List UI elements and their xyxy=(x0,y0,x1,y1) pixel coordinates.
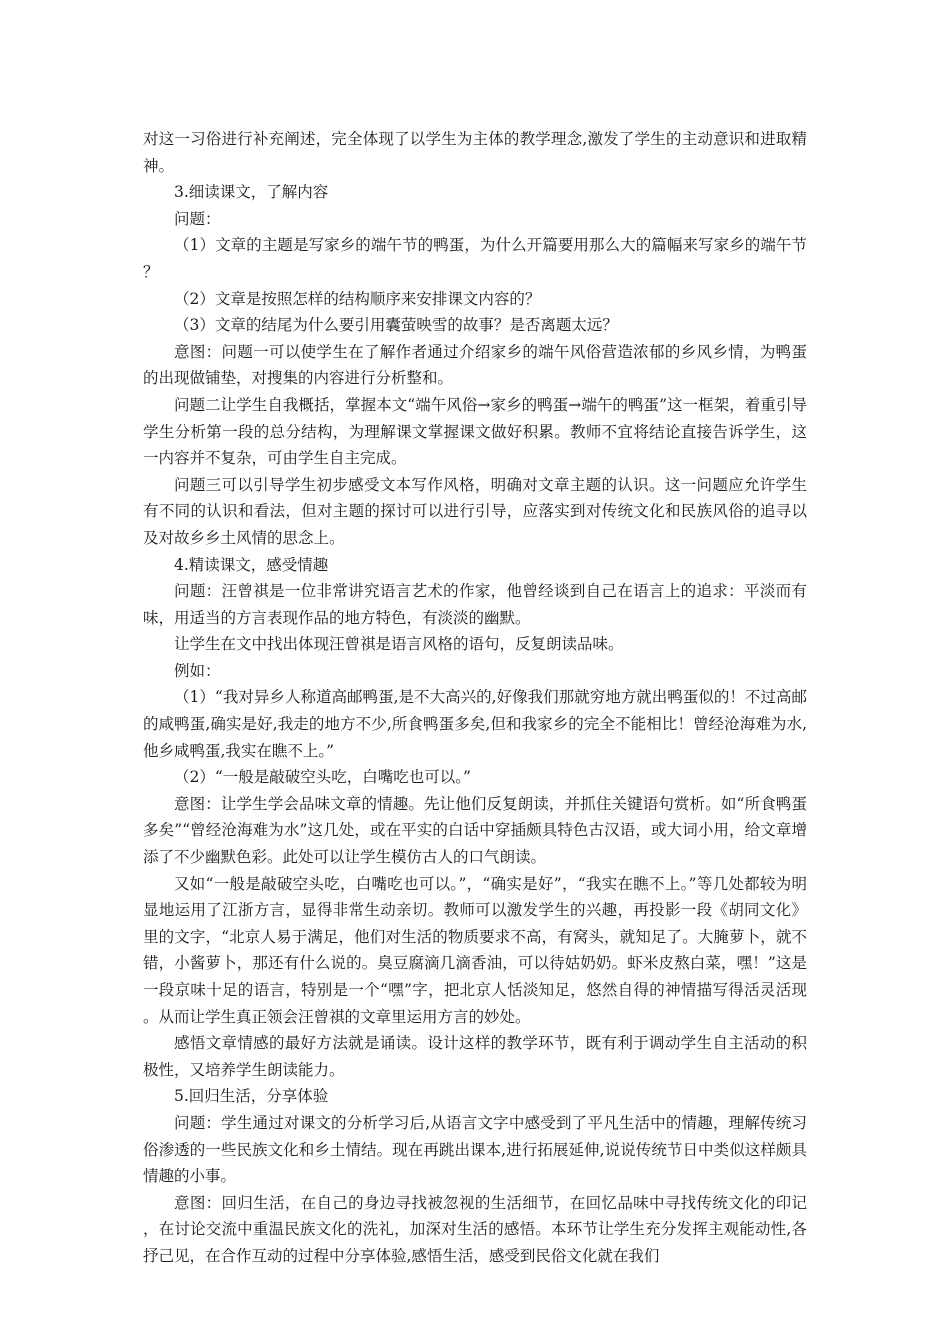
recitation-paragraph: 感悟文章情感的最好方法就是诵读。设计这样的教学环节，既有利于调动学生自主活动的积极性，又培养学生朗读能力。 xyxy=(143,1034,807,1079)
question-3: （3）文章的结尾为什么要引用囊萤映雪的故事？是否离题太远？ xyxy=(174,316,618,335)
document-body xyxy=(143,126,807,1270)
question-paragraph-5: 问题：学生通过对课文的分析学习后,从语言文字中感受到了平凡生活中的情趣，理解传统习俗渗透的一些民族文化和乡土情结。现在再跳出课本,进行拓展延伸,说说传统节日中类似这样颇具情趣的小事。 xyxy=(143,1113,807,1186)
example-2: （2）“一般是敲破空头吃，白嘴吃也可以。” xyxy=(174,768,471,787)
question-label: 问题： xyxy=(174,209,221,228)
section-heading-5: 5.回归生活，分享体验 xyxy=(174,1087,329,1106)
example-label: 例如： xyxy=(174,661,221,680)
example-1: （1）“我对异乡人称道高邮鸭蛋,是不大高兴的,好像我们那就穷地方就出鸭蛋似的！不过高邮的咸鸭蛋,确实是好,我走的地方不少,所食鸭蛋多矣,但和我家乡的完全不能相比！曾经沧海难为水,他乡咸鸭蛋,我实在瞧不上。” xyxy=(143,688,807,760)
intent-paragraph-4: 意图：让学生学会品味文章的情趣。先让他们反复朗读，并抓住关键语句赏析。如“所食鸭蛋多矣”“曾经沧海难为水”这几处，或在平实的白话中穿插颇具特色古汉语，或大词小用，给文章增添了不少幽默色彩。此处可以让学生模仿古人的口气朗读。 xyxy=(143,794,807,867)
question-1: （1）文章的主题是写家乡的端午节的鸭蛋，为什么开篇要用那么大的篇幅来写家乡的端午节？ xyxy=(143,236,807,281)
instruction-paragraph: 让学生在文中找出体现汪曾祺是语言风格的语句，反复朗读品味。 xyxy=(174,635,624,654)
dialect-paragraph: 又如“一般是敲破空头吃，白嘴吃也可以。”，“确实是好”，“我实在瞧不上。”等几处都较为明显地运用了江浙方言，显得非常生动亲切。教师可以激发学生的兴趣，再投影一段《胡同文化》里的文字，“北京人易于满足，他们对生活的物质要求不高，有窝头，就知足了。大腌萝卜，就不错，小酱萝卜，那还有什么说的。臭豆腐滴几滴香油，可以待姑奶奶。虾米皮熬白菜，嘿！”这是一段京味十足的语言，特别是一个“嘿”字，把北京人恬淡知足，悠然自得的神情描写得活灵活现。从而让学生真正领会汪曾祺的文章里运用方言的妙处。 xyxy=(143,874,807,1026)
section-heading-4: 4.精读课文，感受情趣 xyxy=(174,555,329,574)
paragraph-continuation: 对这一习俗进行补充阐述，完全体现了以学生为主体的教学理念,激发了学生的主动意识和进取精神。 xyxy=(143,130,807,175)
question-paragraph-4: 问题：汪曾祺是一位非常讲究语言艺术的作家，他曾经谈到自己在语言上的追求：平淡而有味，用适当的方言表现作品的地方特色，有淡淡的幽默。 xyxy=(143,582,807,627)
intent-paragraph-3: 问题三可以引导学生初步感受文本写作风格，明确对文章主题的认识。这一问题应允许学生有不同的认识和看法，但对主题的探讨可以进行引导，应落实到对传统文化和民族风俗的追寻以及对故乡乡土风情的思念上。 xyxy=(143,475,807,547)
intent-paragraph-1: 意图：问题一可以使学生在了解作者通过介绍家乡的端午风俗营造浓郁的乡风乡情，为鸭蛋的出现做铺垫，对搜集的内容进行分析整和。 xyxy=(143,342,807,388)
section-heading-3: 3.细读课文，了解内容 xyxy=(174,183,329,202)
question-2: （2）文章是按照怎样的结构顺序来安排课文内容的？ xyxy=(174,289,541,308)
intent-paragraph-2: 问题二让学生自我概括，掌握本文“端午风俗→家乡的鸭蛋→端午的鸭蛋”这一框架，着重引导学生分析第一段的总分结构，为理解课文掌握课文做好积累。教师不宜将结论直接告诉学生，这一内容并不复杂，可由学生自主完成。 xyxy=(143,395,807,468)
intent-paragraph-5: 意图：回归生活，在自己的身边寻找被忽视的生活细节，在回忆品味中寻找传统文化的印记，在讨论交流中重温民族文化的洗礼，加深对生活的感悟。本环节让学生充分发挥主观能动性,各抒己见，在合作互动的过程中分享体验,感悟生活，感受到民俗文化就在我们 xyxy=(143,1193,807,1265)
